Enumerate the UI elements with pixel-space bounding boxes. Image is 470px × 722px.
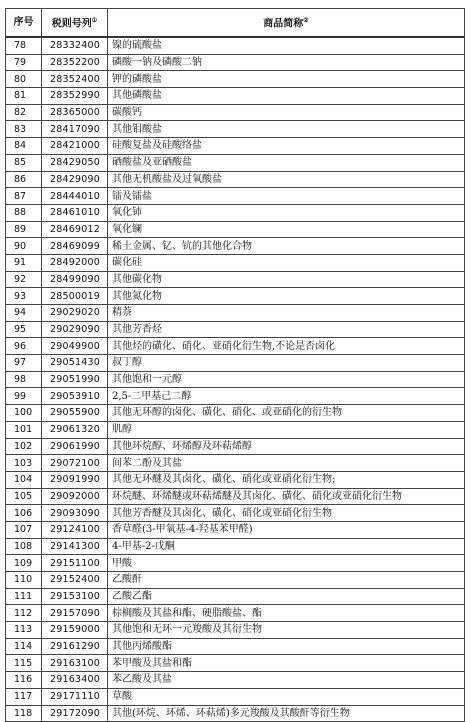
serial-number-cell: 111 bbox=[6, 588, 42, 605]
product-name-cell: 草酸 bbox=[108, 688, 465, 705]
table-row bbox=[6, 121, 465, 138]
table-row bbox=[6, 204, 465, 221]
table-row bbox=[6, 355, 465, 372]
table-row bbox=[6, 638, 465, 655]
tariff-code-cell: 29029020 bbox=[42, 305, 108, 322]
product-name-cell: 其他芳香烃 bbox=[108, 321, 465, 338]
product-name-cell: 镭及镭盐 bbox=[108, 188, 465, 205]
tariff-code-cell: 29153100 bbox=[42, 588, 108, 605]
table-row bbox=[6, 371, 465, 388]
product-name-cell: 乙酸酐 bbox=[108, 572, 465, 589]
tariff-code-cell: 29151100 bbox=[42, 555, 108, 572]
table-row bbox=[6, 672, 465, 689]
table-row bbox=[6, 405, 465, 422]
tariff-code-cell: 29092000 bbox=[42, 488, 108, 505]
product-name-cell: 其他无环醚及其卤化、磺化、硝化或亚硝化衍生物; bbox=[108, 471, 465, 488]
tariff-code-cell: 29159000 bbox=[42, 622, 108, 639]
table-row bbox=[6, 455, 465, 472]
table-row bbox=[6, 188, 465, 205]
product-name-cell: 4-甲基-2-戊酮 bbox=[108, 538, 465, 555]
table-row bbox=[6, 622, 465, 639]
table-row bbox=[6, 305, 465, 322]
table-row bbox=[6, 71, 465, 88]
tariff-code-cell: 28421000 bbox=[42, 138, 108, 155]
tariff-code-cell: 28500019 bbox=[42, 288, 108, 305]
table-row bbox=[6, 138, 465, 155]
serial-number-cell: 102 bbox=[6, 438, 42, 455]
tariff-code-cell: 29157090 bbox=[42, 605, 108, 622]
serial-number-cell: 78 bbox=[6, 37, 42, 54]
product-name-cell: 甲酸 bbox=[108, 555, 465, 572]
table-header bbox=[6, 9, 465, 38]
serial-number-cell: 96 bbox=[6, 338, 42, 355]
tariff-code-cell: 28469099 bbox=[42, 238, 108, 255]
serial-number-cell: 95 bbox=[6, 321, 42, 338]
serial-number-cell: 84 bbox=[6, 138, 42, 155]
tariff-code-cell: 28492000 bbox=[42, 254, 108, 271]
product-name-cell: 其他芳香醚及其卤化、磺化、硝化或亚硝化衍生物 bbox=[108, 505, 465, 522]
product-name-cell: 其他饱和无环一元羧酸及其衍生物 bbox=[108, 622, 465, 639]
serial-number-cell: 105 bbox=[6, 488, 42, 505]
tariff-code-cell: 29152400 bbox=[42, 572, 108, 589]
serial-number-cell: 93 bbox=[6, 288, 42, 305]
product-name-cell: 苯甲酸及其盐和酯 bbox=[108, 655, 465, 672]
table-row bbox=[6, 655, 465, 672]
tariff-code-cell: 28332400 bbox=[42, 37, 108, 54]
product-name-cell: 硅酸复盐及硅酸络盐 bbox=[108, 138, 465, 155]
serial-number-cell: 107 bbox=[6, 521, 42, 538]
tariff-code-cell: 29055900 bbox=[42, 405, 108, 422]
table-row bbox=[6, 171, 465, 188]
product-name-cell: 其他饱和一元醇 bbox=[108, 371, 465, 388]
product-name-cell: 叔丁醇 bbox=[108, 355, 465, 372]
table-row bbox=[6, 572, 465, 589]
serial-number-cell: 106 bbox=[6, 505, 42, 522]
serial-number-cell: 112 bbox=[6, 605, 42, 622]
table-row bbox=[6, 37, 465, 54]
product-name-cell: 其他烃的磺化、硝化、亚硝化衍生物,不论是否卤化 bbox=[108, 338, 465, 355]
tariff-code-cell: 29161290 bbox=[42, 638, 108, 655]
header-row bbox=[6, 9, 465, 38]
serial-number-cell: 104 bbox=[6, 471, 42, 488]
product-name-cell: 精萘 bbox=[108, 305, 465, 322]
tariff-code-cell: 28461010 bbox=[42, 204, 108, 221]
serial-number-cell: 94 bbox=[6, 305, 42, 322]
serial-number-cell: 118 bbox=[6, 705, 42, 722]
tariff-code-cell: 29051990 bbox=[42, 371, 108, 388]
product-name-cell: 磷酸一钠及磷酸二钠 bbox=[108, 54, 465, 71]
tariff-table bbox=[5, 8, 465, 722]
tariff-code-cell: 29061990 bbox=[42, 438, 108, 455]
serial-number-cell: 90 bbox=[6, 238, 42, 255]
table-row bbox=[6, 88, 465, 105]
product-name-cell: 碳化硅 bbox=[108, 254, 465, 271]
serial-number-cell: 85 bbox=[6, 154, 42, 171]
table-row bbox=[6, 288, 465, 305]
product-name-cell: 氧化铈 bbox=[108, 204, 465, 221]
product-name-cell: 氧化镧 bbox=[108, 221, 465, 238]
table-row bbox=[6, 505, 465, 522]
product-name-cell: 其他碳化物 bbox=[108, 271, 465, 288]
tariff-code-cell: 29093090 bbox=[42, 505, 108, 522]
serial-number-cell: 83 bbox=[6, 121, 42, 138]
table-row bbox=[6, 238, 465, 255]
product-name-cell: 碳酸钙 bbox=[108, 104, 465, 121]
header-tariff-code: 税则号列① bbox=[42, 9, 108, 38]
tariff-code-cell: 29051430 bbox=[42, 355, 108, 372]
product-name-cell: 苯乙酸及其盐 bbox=[108, 672, 465, 689]
table-row bbox=[6, 521, 465, 538]
serial-number-cell: 100 bbox=[6, 405, 42, 422]
tariff-code-cell: 29053910 bbox=[42, 388, 108, 405]
serial-number-cell: 97 bbox=[6, 355, 42, 372]
tariff-code-cell: 29163100 bbox=[42, 655, 108, 672]
serial-number-cell: 108 bbox=[6, 538, 42, 555]
serial-number-cell: 110 bbox=[6, 572, 42, 589]
product-name-cell: 其他无环醇的卤化、磺化、硝化、或亚硝化的衍生物 bbox=[108, 405, 465, 422]
serial-number-cell: 88 bbox=[6, 204, 42, 221]
tariff-code-cell: 29172090 bbox=[42, 705, 108, 722]
tariff-code-cell: 29163400 bbox=[42, 672, 108, 689]
product-name-cell: 其他磷酸盐 bbox=[108, 88, 465, 105]
product-name-cell: 乙酸乙酯 bbox=[108, 588, 465, 605]
tariff-code-cell: 28417090 bbox=[42, 121, 108, 138]
table-body bbox=[6, 37, 465, 722]
product-name-cell: 钾的磷酸盐 bbox=[108, 71, 465, 88]
table-row bbox=[6, 221, 465, 238]
product-name-cell: 稀土金属、钇、钪的其他化合物 bbox=[108, 238, 465, 255]
product-name-cell: 香草醛(3-甲氧基-4-羟基苯甲醛) bbox=[108, 521, 465, 538]
product-name-cell: 肌醇 bbox=[108, 421, 465, 438]
serial-number-cell: 91 bbox=[6, 254, 42, 271]
serial-number-cell: 89 bbox=[6, 221, 42, 238]
tariff-code-cell: 29171110 bbox=[42, 688, 108, 705]
tariff-code-cell: 29141300 bbox=[42, 538, 108, 555]
serial-number-cell: 86 bbox=[6, 171, 42, 188]
tariff-code-cell: 29029090 bbox=[42, 321, 108, 338]
tariff-code-cell: 29091990 bbox=[42, 471, 108, 488]
product-name-cell: 其他无机酸盐及过氧酸盐 bbox=[108, 171, 465, 188]
product-name-cell: 其他环烷醇、环烯醇及环萜烯醇 bbox=[108, 438, 465, 455]
product-name-cell: 其他氮化物 bbox=[108, 288, 465, 305]
serial-number-cell: 79 bbox=[6, 54, 42, 71]
serial-number-cell: 81 bbox=[6, 88, 42, 105]
tariff-code-cell: 28429050 bbox=[42, 154, 108, 171]
table-row bbox=[6, 321, 465, 338]
table-row bbox=[6, 488, 465, 505]
serial-number-cell: 113 bbox=[6, 622, 42, 639]
table-row bbox=[6, 605, 465, 622]
tariff-code-cell: 28352990 bbox=[42, 88, 108, 105]
serial-number-cell: 115 bbox=[6, 655, 42, 672]
footnote-mark: ② bbox=[303, 17, 309, 25]
serial-number-cell: 87 bbox=[6, 188, 42, 205]
product-name-cell: 其他钼酸盐 bbox=[108, 121, 465, 138]
tariff-code-cell: 28352200 bbox=[42, 54, 108, 71]
table-row bbox=[6, 154, 465, 171]
serial-number-cell: 99 bbox=[6, 388, 42, 405]
table-row bbox=[6, 421, 465, 438]
table-row bbox=[6, 588, 465, 605]
tariff-code-cell: 28429090 bbox=[42, 171, 108, 188]
product-name-cell: 硒酸盐及亚硒酸盐 bbox=[108, 154, 465, 171]
product-name-cell: 镍的硫酸盐 bbox=[108, 37, 465, 54]
table-row bbox=[6, 688, 465, 705]
table-row bbox=[6, 104, 465, 121]
product-name-cell: 其他(环烷、环烯、环萜烯)多元羧酸及其酸酐等衍生物 bbox=[108, 705, 465, 722]
table-row bbox=[6, 271, 465, 288]
serial-number-cell: 114 bbox=[6, 638, 42, 655]
header-product-name: 商品简称② bbox=[108, 9, 465, 38]
tariff-code-cell: 28469012 bbox=[42, 221, 108, 238]
serial-number-cell: 117 bbox=[6, 688, 42, 705]
table-row bbox=[6, 471, 465, 488]
table-row bbox=[6, 555, 465, 572]
table-row bbox=[6, 538, 465, 555]
product-name-cell: 其他丙烯酸酯 bbox=[108, 638, 465, 655]
tariff-code-cell: 29124100 bbox=[42, 521, 108, 538]
table-row bbox=[6, 438, 465, 455]
product-name-cell: 间苯二酚及其盐 bbox=[108, 455, 465, 472]
table-row bbox=[6, 705, 465, 722]
table-row bbox=[6, 54, 465, 71]
tariff-code-cell: 28444010 bbox=[42, 188, 108, 205]
serial-number-cell: 103 bbox=[6, 455, 42, 472]
tariff-table-container bbox=[5, 8, 464, 722]
serial-number-cell: 109 bbox=[6, 555, 42, 572]
serial-number-cell: 98 bbox=[6, 371, 42, 388]
tariff-code-cell: 29049900 bbox=[42, 338, 108, 355]
tariff-code-cell: 29072100 bbox=[42, 455, 108, 472]
serial-number-cell: 92 bbox=[6, 271, 42, 288]
tariff-code-cell: 28499090 bbox=[42, 271, 108, 288]
tariff-code-cell: 29061320 bbox=[42, 421, 108, 438]
footnote-mark: ① bbox=[91, 17, 98, 25]
header-serial-number: 序号 bbox=[6, 9, 42, 38]
tariff-code-cell: 28365000 bbox=[42, 104, 108, 121]
table-row bbox=[6, 338, 465, 355]
serial-number-cell: 116 bbox=[6, 672, 42, 689]
tariff-code-cell: 28352400 bbox=[42, 71, 108, 88]
serial-number-cell: 80 bbox=[6, 71, 42, 88]
table-row bbox=[6, 388, 465, 405]
product-name-cell: 棕榈酸及其盐和酯、硬脂酸盐、酯 bbox=[108, 605, 465, 622]
product-name-cell: 环烷醚、环烯醚或环萜烯醚及其卤化、磺化、硝化或亚硝化衍生物 bbox=[108, 488, 465, 505]
product-name-cell: 2,5-二甲基己二醇 bbox=[108, 388, 465, 405]
table-row bbox=[6, 254, 465, 271]
serial-number-cell: 101 bbox=[6, 421, 42, 438]
serial-number-cell: 82 bbox=[6, 104, 42, 121]
